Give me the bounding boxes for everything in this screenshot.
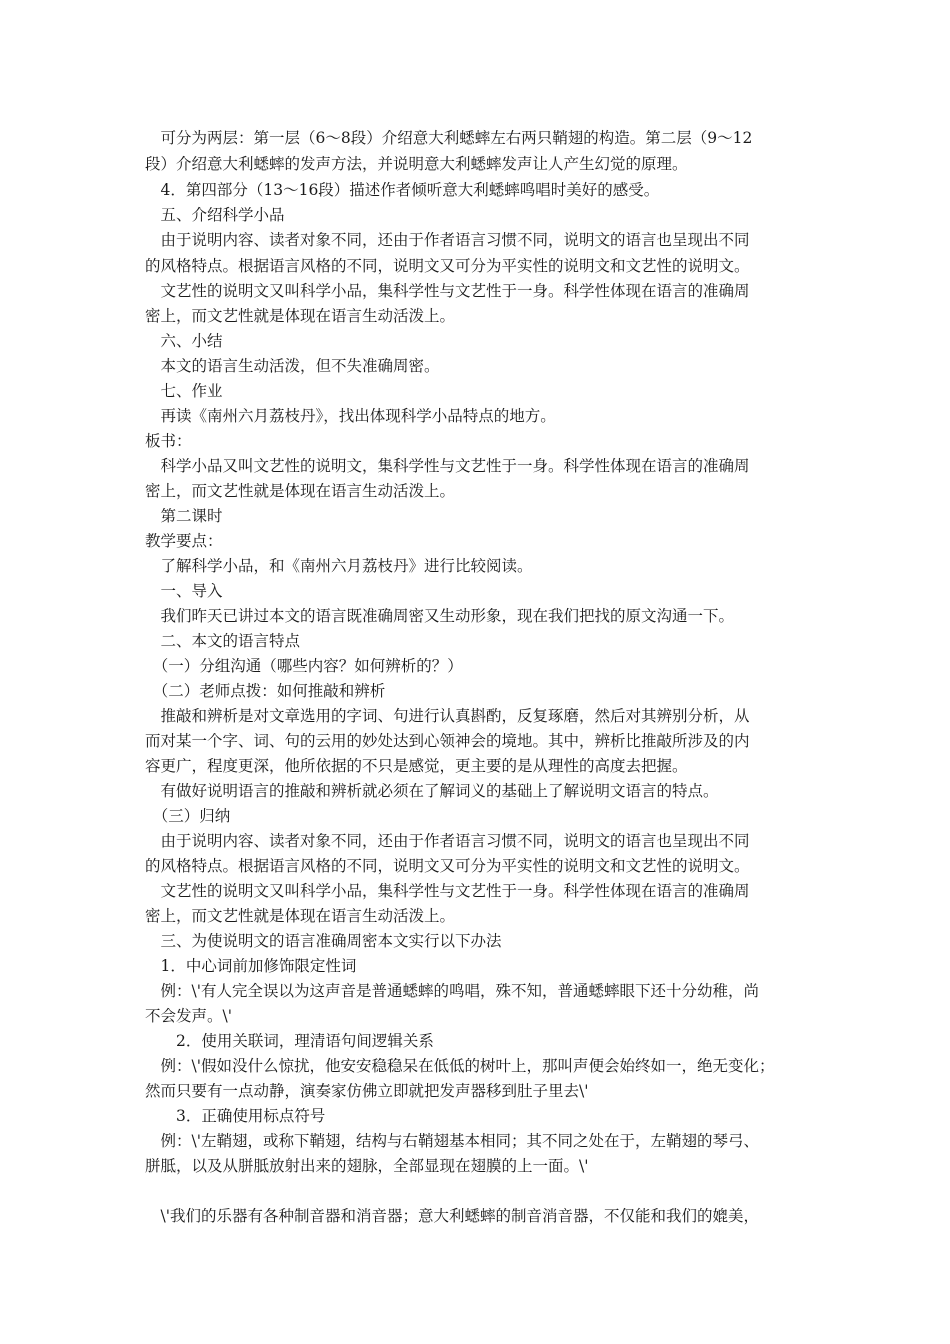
text-line: 我们昨天已讲过本文的语言既准确周密又生动形象，现在我们把找的原文沟通一下。	[145, 607, 735, 625]
text-line: 文艺性的说明文又叫科学小品，集科学性与文艺性于一身。科学性体现在语言的准确周	[145, 282, 750, 300]
text-line: 而对某一个字、词、句的云用的妙处达到心领神会的境地。其中，辨析比推敲所涉及的内	[145, 732, 750, 750]
text-line: 再读《南州六月荔枝丹》，找出体现科学小品特点的地方。	[145, 407, 556, 425]
text-line: 例：\'有人完全误以为这声音是普通蟋蟀的鸣唱，殊不知，普通蟋蟀眼下还十分幼稚，尚	[145, 982, 759, 1000]
sub-heading: 1．中心词前加修饰限定性词	[145, 957, 357, 975]
text-line: 4．第四部分（13～16段）描述作者倾听意大利蟋蟀鸣唱时美好的感受。	[145, 181, 660, 199]
sub-heading: 2．使用关联词，理清语句间逻辑关系	[145, 1032, 434, 1050]
text-line: 的风格特点。根据语言风格的不同，说明文又可分为平实性的说明文和文艺性的说明文。	[145, 857, 750, 875]
section-heading: 五、介绍科学小品	[145, 206, 285, 224]
text-line: \'我们的乐器有各种制音器和消音器；意大利蟋蟀的制音消音器，不仅能和我们的媲美，	[145, 1207, 759, 1225]
text-line: 科学小品又叫文艺性的说明文，集科学性与文艺性于一身。科学性体现在语言的准确周	[145, 457, 750, 475]
text-line: 段）介绍意大利蟋蟀的发声方法，并说明意大利蟋蟀发声让人产生幻觉的原理。	[145, 155, 688, 173]
text-line: 例：\'左鞘翅，或称下鞘翅，结构与右鞘翅基本相同；其不同之处在于，左鞘翅的琴弓、	[145, 1132, 759, 1150]
sub-heading: （一）分组沟通（哪些内容？如何辨析的？）	[145, 657, 463, 675]
text-line: 容更广，程度更深，他所依据的不只是感觉，更主要的是从理性的高度去把握。	[145, 757, 688, 775]
section-heading: 三、为使说明文的语言准确周密本文实行以下办法	[145, 932, 502, 950]
text-line: 推敲和辨析是对文章选用的字词、句进行认真斟酌，反复琢磨，然后对其辨别分析，从	[145, 707, 750, 725]
text-line: 可分为两层：第一层（6～8段）介绍意大利蟋蟀左右两只鞘翅的构造。第二层（9～12	[145, 129, 753, 147]
text-line: 密上，而文艺性就是体现在语言生动活泼上。	[145, 482, 456, 500]
section-heading: 二、本文的语言特点	[145, 632, 301, 650]
text-line: 了解科学小品，和《南州六月荔枝丹》进行比较阅读。	[145, 557, 533, 575]
text-line: 由于说明内容、读者对象不同，还由于作者语言习惯不同，说明文的语言也呈现出不同	[145, 832, 750, 850]
section-heading: 六、小结	[145, 332, 223, 350]
text-line: 密上，而文艺性就是体现在语言生动活泼上。	[145, 907, 456, 925]
text-line: 的风格特点。根据语言风格的不同，说明文又可分为平实性的说明文和文艺性的说明文。	[145, 257, 750, 275]
text-line: 文艺性的说明文又叫科学小品，集科学性与文艺性于一身。科学性体现在语言的准确周	[145, 882, 750, 900]
sub-heading: 3．正确使用标点符号	[145, 1107, 326, 1125]
text-line: 胼胝，以及从胼胝放射出来的翅脉，全部显现在翅膜的上一面。\'	[145, 1157, 589, 1175]
sub-heading: （二）老师点拨：如何推敲和辨析	[145, 682, 386, 700]
text-line: 密上，而文艺性就是体现在语言生动活泼上。	[145, 307, 456, 325]
section-heading: 教学要点：	[145, 532, 223, 550]
text-line: 例：\'假如没什么惊扰，他安安稳稳呆在低低的树叶上，那叫声便会始终如一，绝无变化；	[145, 1057, 775, 1075]
text-line: 然而只要有一点动静，演奏家仿佛立即就把发声器移到肚子里去\'	[145, 1082, 589, 1100]
section-heading: 第二课时	[145, 507, 223, 525]
text-line: 不会发声。\'	[145, 1007, 232, 1025]
section-heading: 七、作业	[145, 382, 223, 400]
text-line: 由于说明内容、读者对象不同，还由于作者语言习惯不同，说明文的语言也呈现出不同	[145, 231, 750, 249]
text-line: 有做好说明语言的推敲和辨析就必须在了解词义的基础上了解说明文语言的特点。	[145, 782, 719, 800]
sub-heading: （三）归纳	[145, 807, 231, 825]
section-heading: 板书：	[145, 432, 192, 450]
text-line: 本文的语言生动活泼，但不失准确周密。	[145, 357, 440, 375]
section-heading: 一、导入	[145, 582, 223, 600]
